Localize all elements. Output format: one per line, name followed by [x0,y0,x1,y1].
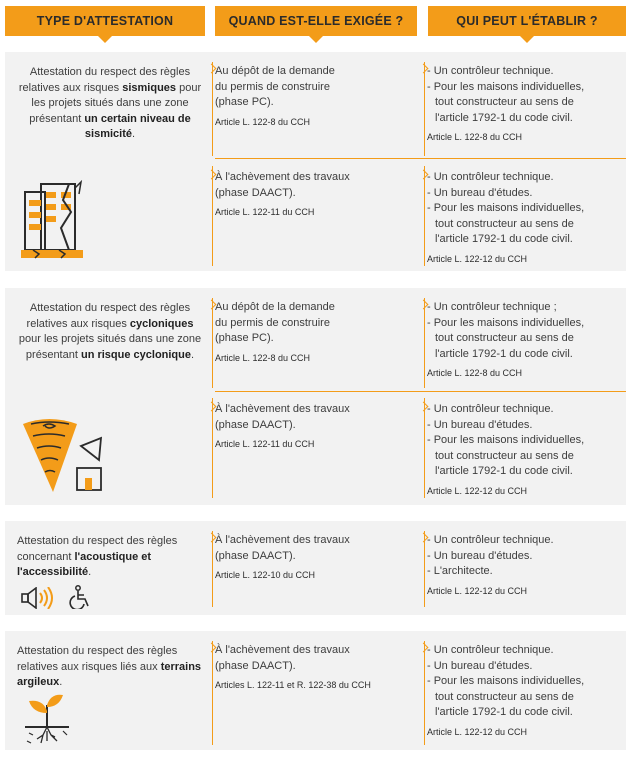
quand-s1-r1: Au dépôt de la demande du permis de construire (phase PC). Article L. 122-8 du CCH [215,65,335,127]
section-argileux [5,631,626,750]
wheelchair-icon [69,585,93,609]
earthquake-building-icon [19,180,85,260]
type-text-sismique: Attestation du respect des règles relatives aux risques sismiques pour les projets situés dans une zone présentant un certain niveau de sismicité. [18,66,202,140]
type-text-acoustique: Attestation du respect des règles concernant l'acoustique et l'accessibilité. [17,535,178,578]
quand-s2-r2: À l'achèvement des travaux (phase DAACT). Article L. 122-11 du CCH [215,403,350,449]
section-acoustique [5,521,626,615]
section-cyclonique [5,288,626,505]
quand-s1-r2: À l'achèvement des travaux (phase DAACT). Article L. 122-11 du CCH [215,171,350,217]
qui-s4-r1: - Un contrôleur technique. - Un bureau d'études. - Pour les maisons individuelles, tout constructeur au sens de l'article 1792-1 du code civil. Article L. 122-12 du CCH [427,644,585,737]
type-text-argileux: Attestation du respect des règles relatives aux risques liés aux terrains argileux. [17,645,202,688]
quand-s3-r1: À l'achèvement des travaux (phase DAACT). Article L. 122-10 du CCH [215,534,350,580]
header-type: TYPE D'ATTESTATION [5,6,205,36]
plant-soil-icon [23,691,73,747]
header-quand: QUAND EST-ELLE EXIGÉE ? [215,6,417,36]
quand-s4-r1: À l'achèvement des travaux (phase DAACT). Articles L. 122-11 et R. 122-38 du CCH [215,644,371,690]
qui-s1-r1: - Un contrôleur technique. - Pour les maisons individuelles, tout constructeur au sens de l'article 1792-1 du code civil. Article L. 122-8 du CCH [427,65,585,142]
type-text-cyclonique: Attestation du respect des règles relatives aux risques cycloniques pour les projets situés dans une zone présentant un risque cyclonique. [18,302,202,361]
cyclone-house-icon [19,416,105,496]
speaker-icon [21,587,57,609]
qui-s3-r1: - Un contrôleur technique. - Un bureau d'études. - L'architecte. Article L. 122-12 du CCH [427,534,554,596]
section-sismique [5,52,626,271]
quand-s2-r1: Au dépôt de la demande du permis de construire (phase PC). Article L. 122-8 du CCH [215,301,335,363]
qui-s2-r1: - Un contrôleur technique ; - Pour les maisons individuelles, tout constructeur au sens de l'article 1792-1 du code civil. Article L. 122-8 du CCH [427,301,585,378]
header-qui: QUI PEUT L'ÉTABLIR ? [428,6,626,36]
qui-s1-r2: - Un contrôleur technique. - Un bureau d'études. - Pour les maisons individuelles, tout constructeur au sens de l'article 1792-1 du code civil. Article L. 122-12 du CCH [427,171,585,264]
qui-s2-r2: - Un contrôleur technique. - Un bureau d'études. - Pour les maisons individuelles, tout constructeur au sens de l'article 1792-1 du code civil. Article L. 122-12 du CCH [427,403,585,496]
row-divider [215,391,626,392]
row-divider [215,158,626,159]
